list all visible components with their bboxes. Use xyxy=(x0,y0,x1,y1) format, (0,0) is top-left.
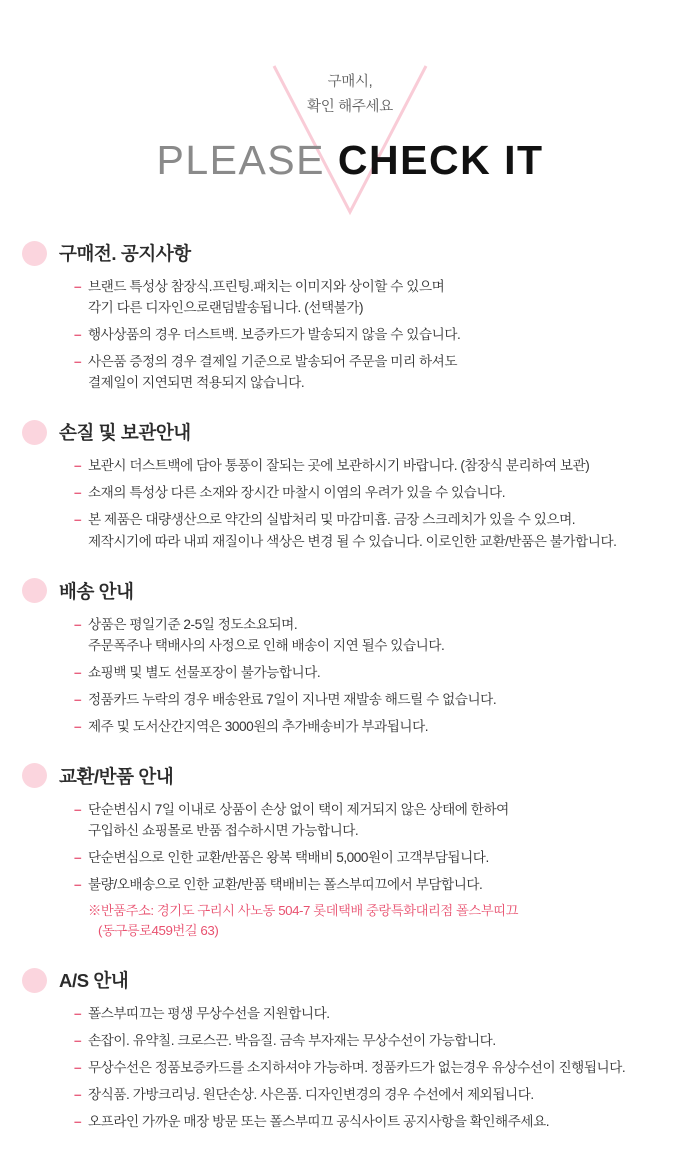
notice-section xyxy=(22,763,676,941)
list-item-line1: 보관시 더스트백에 담아 통풍이 잘되는 곳에 보관하시기 바랍니다. (참장식 분리하여 보관) xyxy=(88,458,590,474)
dash-marker-icon: – xyxy=(74,279,82,294)
list-item xyxy=(74,482,676,503)
section-title: 배송 안내 xyxy=(59,580,134,602)
return-address-note xyxy=(74,901,676,941)
list-item-line1: 쇼핑백 및 별도 선물포장이 불가능합니다. xyxy=(88,664,321,680)
list-item xyxy=(74,716,676,737)
dash-marker-icon: – xyxy=(74,877,82,893)
dash-marker-icon: – xyxy=(74,512,82,528)
list-item-line1: 정품카드 누락의 경우 배송완료 7일이 지나면 재발송 해드릴 수 없습니다. xyxy=(88,691,497,707)
list-item xyxy=(74,351,676,393)
dash-marker-icon: – xyxy=(74,458,82,474)
list-item xyxy=(74,874,676,895)
section-header xyxy=(22,419,676,445)
dash-marker-icon: – xyxy=(74,485,82,501)
section-title: A/S 안내 xyxy=(59,970,129,991)
bullet-dot-icon xyxy=(22,420,47,445)
list-item-line1: 소재의 특성상 다른 소재와 장시간 마찰시 이염의 우려가 있을 수 있습니다. xyxy=(88,485,506,501)
list-item-line1: 오프라인 가까운 매장 방문 또는 폴스부띠끄 공식사이트 공지사항을 확인해주세요. xyxy=(88,1114,550,1130)
dash-marker-icon: – xyxy=(74,664,82,680)
dash-marker-icon: – xyxy=(74,850,82,865)
dash-marker-icon: – xyxy=(74,801,82,817)
list-item xyxy=(74,847,676,868)
list-item xyxy=(74,1084,676,1105)
list-item-line1: 행사상품의 경우 더스트백. 보증카드가 발송되지 않을 수 있습니다. xyxy=(88,327,461,343)
list-item xyxy=(74,1003,676,1024)
list-item-line2: 주문폭주나 택배사의 사정으로 인해 배송이 지연 될수 있습니다. xyxy=(88,637,445,653)
list-item-line1: 본 제품은 대량생산으로 약간의 실밥처리 및 마감미흡. 금장 스크레치가 있을 수 있으며. xyxy=(88,512,576,528)
bullet-dot-icon xyxy=(22,968,47,993)
section-header xyxy=(22,240,676,266)
header-subtitle xyxy=(0,0,700,121)
list-item-line1: 무상수선은 정품보증카드를 소지하셔야 가능하며. 정품카드가 없는경우 유상수선이 진행됩니다. xyxy=(88,1060,626,1076)
header-subtitle-line2: 확인 해주세요 xyxy=(307,99,393,116)
notice-section xyxy=(22,240,676,393)
list-item xyxy=(74,689,676,710)
list-item-line2: 제작시기에 따라 내피 재질이나 색상은 변경 될 수 있습니다. 이로인한 교환/반품은 불가합니다. xyxy=(88,533,617,549)
list-item xyxy=(74,1030,676,1051)
page-title-part2: CHECK IT xyxy=(337,136,544,183)
section-item-list xyxy=(22,799,676,895)
list-item xyxy=(74,799,676,841)
dash-marker-icon: – xyxy=(74,1114,82,1130)
list-item-line2: 결제일이 지연되면 적용되지 않습니다. xyxy=(88,375,305,391)
note-line1: ※반품주소: 경기도 구리시 사노동 504-7 롯데택배 중랑특화대리점 폴스부띠끄 xyxy=(88,903,519,919)
list-item xyxy=(74,662,676,683)
dash-marker-icon: – xyxy=(74,327,82,343)
list-item-line1: 제주 및 도서산간지역은 3000원의 추가배송비가 부과됩니다. xyxy=(88,718,429,734)
list-item-line1: 손잡이. 유약칠. 크로스끈. 박음질. 금속 부자재는 무상수선이 가능합니다. xyxy=(88,1033,496,1049)
section-item-list xyxy=(22,614,676,737)
page-header xyxy=(0,0,700,240)
list-item-line1: 단순변심시 7일 이내로 상품이 손상 없이 택이 제거되지 않은 상태에 한하여 xyxy=(88,801,509,817)
list-item xyxy=(74,455,676,476)
list-item-line1: 단순변심으로 인한 교환/반품은 왕복 택배비 5,000원이 고객부담됩니다. xyxy=(88,850,489,865)
dash-marker-icon: – xyxy=(74,1033,82,1049)
notice-section xyxy=(22,967,676,1132)
section-item-list xyxy=(22,1003,676,1132)
dash-marker-icon: – xyxy=(74,1087,82,1103)
bullet-dot-icon xyxy=(22,763,47,788)
dash-marker-icon: – xyxy=(74,718,82,734)
section-header xyxy=(22,967,676,993)
section-header xyxy=(22,763,676,789)
list-item-line1: 장식품. 가방크리닝. 원단손상. 사은품. 디자인변경의 경우 수선에서 제외됩니다. xyxy=(88,1087,534,1103)
notice-content xyxy=(0,240,700,1132)
section-title: 구매전. 공지사항 xyxy=(59,243,191,264)
list-item-line1: 상품은 평일기준 2-5일 정도소요되며. xyxy=(88,616,298,632)
dash-marker-icon: – xyxy=(74,354,82,370)
section-item-list xyxy=(22,455,676,551)
list-item xyxy=(74,1111,676,1132)
list-item-line2: 구입하신 쇼핑몰로 반품 접수하시면 가능합니다. xyxy=(88,822,359,838)
page-title-part1: PLEASE xyxy=(156,136,338,183)
list-item xyxy=(74,509,676,551)
note-line2: (동구릉로459번길 63) xyxy=(98,923,219,939)
dash-marker-icon: – xyxy=(74,691,82,707)
notice-section xyxy=(22,578,676,737)
list-item-line1: 불량/오배송으로 인한 교환/반품 택배비는 폴스부띠끄에서 부담합니다. xyxy=(88,877,483,893)
list-item xyxy=(74,614,676,656)
list-item-line1: 브랜드 특성상 참장식.프린팅.패치는 이미지와 상이할 수 있으며 xyxy=(88,279,445,294)
dash-marker-icon: – xyxy=(74,616,82,632)
bullet-dot-icon xyxy=(22,241,47,266)
list-item-line1: 폴스부띠끄는 평생 무상수선을 지원합니다. xyxy=(88,1006,330,1021)
dash-marker-icon: – xyxy=(74,1006,82,1021)
page-title xyxy=(0,137,700,184)
list-item xyxy=(74,1057,676,1078)
header-subtitle-line1: 구매시, xyxy=(327,74,373,90)
section-item-list xyxy=(22,276,676,393)
section-header xyxy=(22,578,676,604)
section-title: 손질 및 보관안내 xyxy=(59,422,191,444)
bullet-dot-icon xyxy=(22,578,47,603)
dash-marker-icon: – xyxy=(74,1060,82,1076)
list-item xyxy=(74,324,676,345)
list-item xyxy=(74,276,676,318)
list-item-line2: 각기 다른 디자인으로랜덤발송됩니다. (선택불가) xyxy=(88,300,364,316)
notice-section xyxy=(22,419,676,551)
list-item-line1: 사은품 증정의 경우 결제일 기준으로 발송되어 주문을 미리 하셔도 xyxy=(88,354,458,370)
section-title: 교환/반품 안내 xyxy=(59,765,174,787)
